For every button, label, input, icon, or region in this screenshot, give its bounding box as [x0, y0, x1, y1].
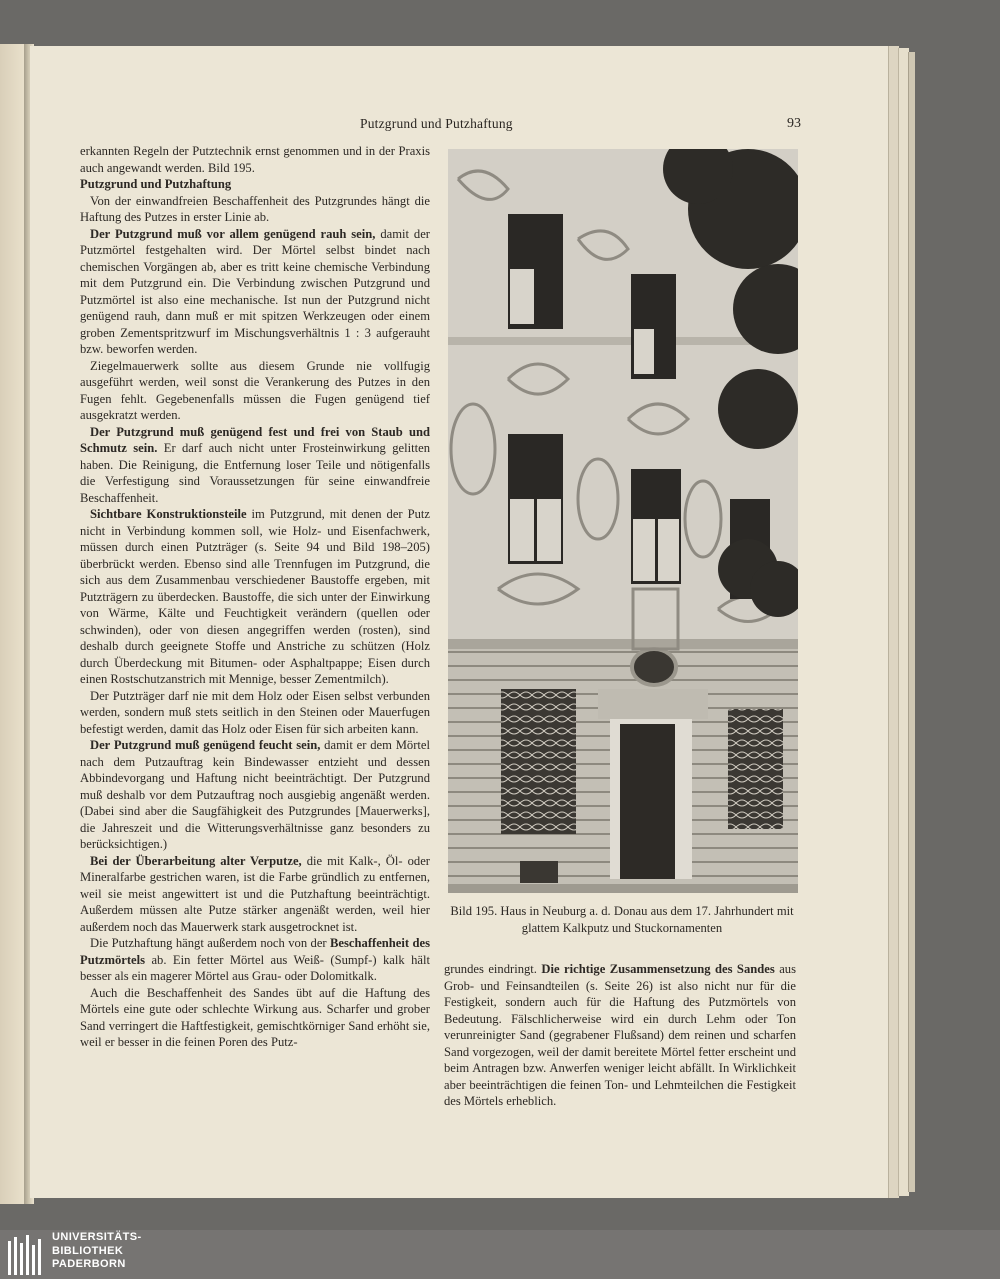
paragraph: Der Putzträger darf nie mit dem Holz oder Eisen selbst verbunden werden, sondern muß stets seitlich in den Steinen oder Mauerfugen befestigt werden, damit das Holz oder Eisen für sich arbeiten kann.: [80, 688, 430, 736]
bold-phrase: Der Putzgrund muß genügend fest und frei von Staub und Schmutz sein.: [80, 424, 430, 455]
paragraph-text: aus Grob- und Feinsandteilen (s. Seite 26) ist also nicht nur für die Festigkeit, sondern auch für die Haftung des Putzmörtels von Bedeutung. Fälschlicherweise wird ein durch Lehm oder Ton verunreinigter Sand (gegrabener Flußsand) dem reinen und scharfen Sand vorgezogen, weil der damit bereitete Mörtel fetter erscheint und beim Antragen bzw. Anwerfen weniger leicht abfällt. In Wirklichkeit aber beeinträchtigen die feinen Ton- und Lehmteilchen die Festigkeit des Mörtels erheblich.: [444, 962, 796, 1108]
bold-phrase: Die richtige Zusammensetzung des Sandes: [541, 962, 775, 976]
library-name-line: BIBLIOTHEK: [52, 1244, 124, 1257]
bold-phrase: Beschaffenheit des Putzmörtels: [80, 936, 430, 967]
bold-phrase: Sichtbare Konstruktionsteile: [90, 507, 247, 521]
paragraph: [80, 737, 430, 853]
library-name-line: PADERBORN: [52, 1258, 126, 1270]
library-name-line: UNIVERSITÄTS-: [52, 1231, 142, 1243]
bold-phrase: Der Putzgrund muß genügend feucht sein,: [90, 738, 321, 752]
paragraph: Von der einwandfreien Beschaffenheit des Putzgrundes hängt die Haftung des Putzes in erster Linie ab.: [80, 193, 430, 224]
paragraph: [80, 935, 430, 985]
paragraph-text: Die Putzhaftung hängt außerdem noch von der: [90, 936, 331, 950]
page-number: 93: [787, 116, 801, 131]
facade-photograph: [448, 149, 798, 893]
section-heading: Putzgrund und Putzhaftung: [80, 177, 232, 191]
paragraph: [80, 853, 430, 936]
library-logo-icon: [6, 1233, 46, 1277]
paragraph: erkannten Regeln der Putztechnik ernst genommen und in der Praxis auch angewandt werden. Bild 195.: [80, 144, 430, 175]
paragraph: [444, 961, 796, 1110]
paragraph: Ziegelmauerwerk sollte aus diesem Grunde nie vollfugig ausgeführt werden, weil sonst die Verankerung des Putzes in den Fugen fehlt. Gegebenenfalls müssen die Fugen genügend tief ausgekratzt werden.: [80, 358, 430, 422]
paragraph-text: grundes eindringt.: [444, 962, 542, 976]
paragraph-text: die mit Kalk-, Öl- oder Mineralfarbe gestrichen waren, ist die Farbe gründlich zu entfernen, weil sie meist angewittert ist und die Putzhaftung beeinträchtigt. Außerdem müssen alte Putze stärker angenäßt werden, weil hier außerdem noch das Mauerwerk stark ausgetrocknet ist.: [80, 853, 430, 934]
facade-illustration: [448, 149, 798, 893]
library-name: [52, 1231, 142, 1272]
bold-phrase: Bei der Überarbeitung alter Verputze,: [90, 853, 302, 868]
paragraph: Auch die Beschaffenheit des Sandes übt auf die Haftung des Mörtels eine gute oder schlechte Wirkung aus. Scharfer und grober Sand verringert die Haftfestigkeit, gemischtkörniger Sand erhöht sie, weil er besser in die feinen Poren des Putz-: [80, 985, 430, 1049]
running-head: Putzgrund und Putzhaftung: [360, 116, 513, 131]
library-footer-bar: [0, 1230, 1000, 1279]
bold-phrase: Der Putzgrund muß vor allem genügend rauh sein,: [90, 226, 376, 241]
left-text-column: [80, 143, 430, 1051]
paragraph: [80, 424, 430, 507]
paragraph: [80, 226, 430, 358]
paragraph: [80, 506, 430, 688]
paragraph-text: Er darf auch nicht unter Frosteinwirkung gelitten haben. Die Reinigung, die Entfernung loser Teile und nötigenfalls die Verfestigung sind Voraussetzungen für seine einwandfreie Beschaffenheit.: [80, 441, 430, 505]
right-text-column: [444, 961, 796, 1110]
paragraph-text: damit der Putzmörtel festgehalten wird. Der Mörtel selbst bindet nach chemischen Vorgängen ab, aber es tritt keine chemische Verbindung mit dem Putzgrund ein. Die Verbindung zwischen Putzgrund und Putzmörtel ist also eine mechanische. Ist nun der Putzgrund nicht genügend rauh, dann muß er mit spitzen Werkzeugen oder einem groben Zementspritzwurf im Mischungsverhältnis 1 : 3 aufgerauht bzw. beworfen werden.: [80, 226, 430, 356]
paragraph-text: im Putzgrund, mit denen der Putz nicht in Verbindung kommen soll, wie Holz- und Eisenfachwerk, müssen durch einen Putzträger (s. Seite 94 und Bild 198–205) überbrückt werden. Ebenso sind alle Trennfugen im Putzgrund, die sich aus dem Zusammenbau verschiedener Baustoffe ergeben, mit Putzträgern zu überdecken. Baustoffe, die sich unter der Einwirkung von Wärme, Kälte und Feuchtigkeit verändern (quellen oder schwinden), oder von diesen angegriffen werden (rosten), sind deshalb durch geeignete Stoffe und Anstriche zu schützen (Holz durch Überdeckung mit Bitumen- oder Asphaltpappe; Eisen durch einen Rostschutzanstrich mit Mennige, besser Zementmilch).: [80, 507, 430, 686]
paragraph-text: ab. Ein fetter Mörtel aus Weiß- (Sumpf-) kalk hält besser als ein magerer Mörtel aus Grau- oder Dolomitkalk.: [80, 952, 430, 983]
facing-page-edge: [0, 44, 24, 1204]
paragraph-text: damit er dem Mörtel nach dem Putzauftrag kein Bindewasser entzieht und dessen Abbindevorgang und Haftung nicht beeinträchtigt. Der Putzgrund muß deshalb vor dem Putzauftrag noch ausgiebig angenäßt werden. (Dabei sind aber die Saugfähigkeit des Putzgrundes [Mauerwerks], die Jahreszeit und die Witterungsverhältnisse ganz besonders zu berücksichtigen.): [80, 738, 430, 851]
page-edge: [908, 52, 915, 1192]
figure-caption: Bild 195. Haus in Neuburg a. d. Donau aus dem 17. Jahrhundert mit glattem Kalkputz und Stuckornamenten: [450, 904, 794, 935]
